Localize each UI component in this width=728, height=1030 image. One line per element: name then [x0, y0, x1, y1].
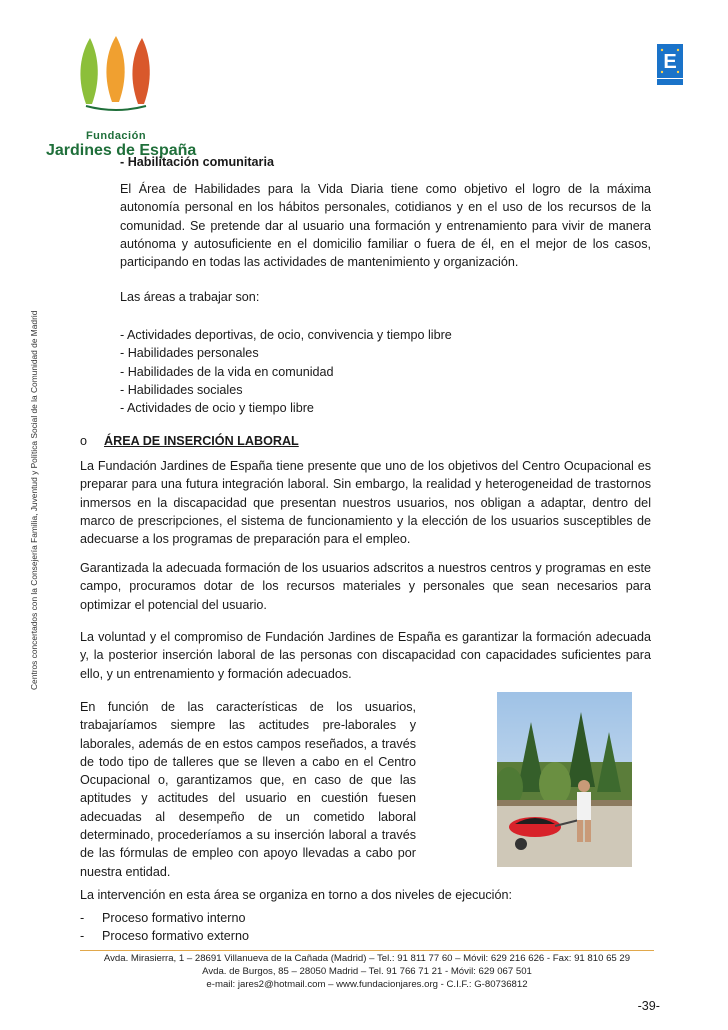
- paragraph-beside-photo: En función de las características de los usuarios, trabajaríamos siempre las actitudes pre-laborales y laborales, además de en estos campos reseñados, a través de todo tipo de talleres que se lleven a cabo en el Centro Ocupacional o, garantizamos que, en caso de que las aptitudes y actitudes del usuario en cuestión fuesen adecuadas al desempeño de un cometido laboral determinado, procederíamos a su inserción laboral a través de las fórmulas de empleo con apoyo llevadas a cabo por nuestra entidad.: [80, 700, 416, 879]
- list-item: - Habilidades sociales: [120, 382, 243, 397]
- gardener-with-wheelbarrow-photo: [497, 692, 632, 867]
- side-accreditation-text: Centros concertados con la Consejería Familia, Juventud y Política Social de la Comunidad de Madrid: [29, 310, 39, 690]
- paragraph: La voluntad y el compromiso de Fundación Jardines de España es garantizar la formación adecuada y, la posterior inserción laboral de las personas con discapacidad con capacidades suficientes para ello, y un entrenamiento y formación adecuados.: [80, 630, 651, 681]
- paragraph: La Fundación Jardines de España tiene presente que uno de los objetivos del Centro Ocupacional es preparar para una futura integración laboral. Sin embargo, la realidad y heterogeneidad de trastornos inmersos en la discapacidad que presentan nuestros usuarios, nos obligan a adaptar, dentro del marco de prescripciones, el sistema de funcionamiento y la elección de los usuarios susceptibles de adecuarse a los programas de preparación para el empleo.: [80, 459, 651, 547]
- footer-address-1: Avda. Mirasierra, 1 – 28691 Villanueva de la Cañada (Madrid) – Tel.: 91 811 77 60 – Móvil: 629 216 626 - Fax: 91 810 65 29: [103, 953, 631, 964]
- list-item: - Habilidades personales: [120, 346, 259, 361]
- list-item-text: Proceso formativo externo: [102, 929, 249, 943]
- list-item: - Actividades deportivas, de ocio, convivencia y tiempo libre: [120, 328, 452, 342]
- levels-list: [80, 909, 651, 945]
- list-item: [80, 927, 651, 945]
- european-excellence-badge-icon: [657, 44, 683, 86]
- habilitacion-paragraph: El Área de Habilidades para la Vida Diaria tiene como objetivo el logro de la máxima autonomía personal en los hábitos personales, cotidianos y en el uso de los recursos de la comunidad. Se pretende dar al usuario una formación y entrenamiento para vivir de manera autónoma y autosuficiente en el domicilio familiar o fuera de él, en el mejor de los casos, participando en todas las actividades de mantenimiento y organización.: [120, 182, 651, 270]
- logo-top-text: Fundación: [85, 130, 147, 142]
- list-item-text: Proceso formativo interno: [102, 911, 246, 925]
- footer-contact: e-mail: jares2@hotmail.com – www.fundacionjares.org - C.I.F.: G-80736812: [206, 979, 528, 990]
- three-leaves-logo-icon: [46, 32, 186, 130]
- section-heading: [80, 434, 299, 448]
- subsection-title: - Habilitación comunitaria: [120, 155, 274, 169]
- areas-intro: Las áreas a trabajar son:: [120, 290, 260, 304]
- list-item: [80, 909, 651, 927]
- footer-divider: [80, 950, 654, 951]
- paragraph: Garantizada la adecuada formación de los usuarios adscritos a nuestros centros y programas en este campo, procuramos dotar de los recursos materiales y personales que sean necesarios para optimizar el potencial del usuario.: [80, 561, 651, 612]
- section-title: ÁREA DE INSERCIÓN LABORAL: [104, 434, 299, 448]
- areas-list: [120, 326, 651, 417]
- paragraph: La intervención en esta área se organiza en torno a dos niveles de ejecución:: [80, 888, 512, 902]
- footer-address-2: Avda. de Burgos, 85 – 28050 Madrid – Tel. 91 766 71 21 - Móvil: 629 067 501: [202, 966, 532, 977]
- foundation-logo: [46, 32, 197, 159]
- page-number: -39-: [637, 999, 660, 1013]
- circle-bullet: o: [80, 434, 88, 448]
- svg-text:E: E: [663, 51, 677, 73]
- list-dash: -: [80, 911, 85, 925]
- list-item: - Actividades de ocio y tiempo libre: [120, 401, 314, 416]
- list-item: - Habilidades de la vida en comunidad: [120, 364, 334, 379]
- logo-bottom-text: Jardines de España: [46, 142, 197, 159]
- list-dash: -: [80, 929, 85, 943]
